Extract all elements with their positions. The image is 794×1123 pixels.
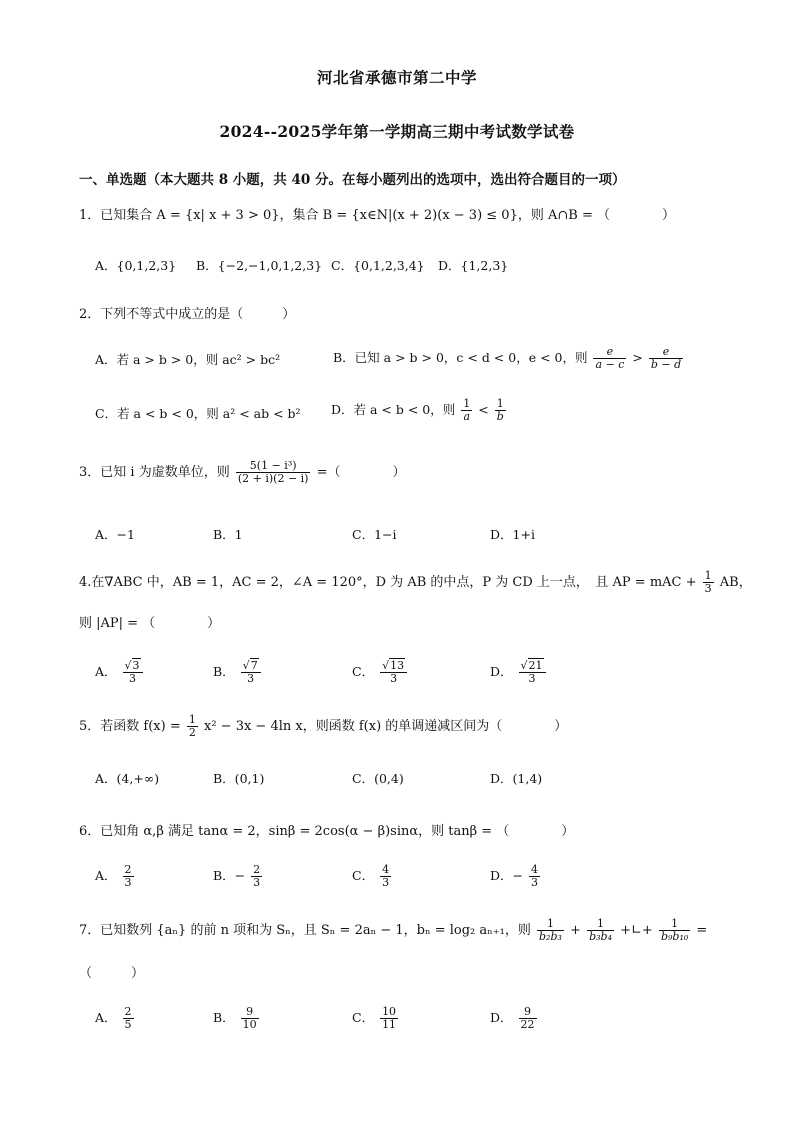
option-label: C．	[352, 868, 375, 883]
fraction-denominator: 5	[124, 1018, 132, 1031]
option-label: D．−	[490, 868, 523, 883]
q3-stem-pre: 3．已知 i 为虚数单位，则	[79, 465, 230, 480]
option-fraction	[529, 864, 540, 889]
fraction-numerator: 1	[587, 918, 614, 931]
q1-option-b: B．{−2,−1,0,1,2,3}	[196, 258, 323, 273]
fraction-numerator: 5(1 − i³)	[236, 460, 311, 473]
option-label: A．	[95, 664, 117, 679]
section-heading: 一、单选题（本大题共 8 小题，共 40 分。在每小题列出的选项中，选出符合题目的一项）	[79, 172, 626, 188]
q5-option-c: C．(0,4)	[352, 771, 404, 786]
question-7-stem	[79, 918, 707, 943]
q4-stem-text: 4.在∇ABC 中，AB = 1，AC = 2，∠A = 120°，D 为 AB 的中点，P 为 CD 上一点， 且 AP = mAC +	[79, 575, 697, 590]
fraction-denominator: 2	[188, 726, 196, 739]
q6-option-a	[95, 864, 136, 889]
option-fraction	[123, 660, 143, 685]
q2-option-d-fraction-2	[495, 398, 506, 423]
fraction-denominator: 11	[382, 1018, 397, 1031]
q7-option-d	[490, 1006, 539, 1031]
q7-equals: =	[696, 923, 708, 938]
q3-option-d: D．1+i	[490, 527, 535, 542]
q5-coefficient	[187, 714, 198, 739]
fraction-denominator: (2 + i)(2 − i)	[237, 472, 309, 485]
q5-option-d: D．(1,4)	[490, 771, 543, 786]
option-fraction	[519, 660, 546, 685]
fraction-denominator: 3	[390, 672, 398, 685]
fraction-denominator: a	[463, 410, 471, 423]
q7-term-3	[659, 918, 690, 943]
fraction-numerator: 2	[124, 1005, 132, 1018]
fraction-numerator: 9	[241, 1006, 259, 1019]
option-fraction	[380, 1006, 398, 1031]
option-label: D．	[490, 1010, 513, 1025]
fraction-numerator: 1	[188, 713, 196, 726]
q7-stem-pre: 7．已知数列 {aₙ} 的前 n 项和为 Sₙ，且 Sₙ = 2aₙ − 1，bₙ = log₂ aₙ₊₁，则	[79, 923, 531, 938]
q3-fraction	[236, 460, 311, 485]
option-fraction	[251, 864, 262, 889]
fraction-denominator: 3	[124, 876, 132, 889]
radicand: 3	[132, 659, 140, 672]
option-fraction	[519, 1006, 537, 1031]
fraction-numerator: 1	[537, 918, 564, 931]
fraction-numerator: e	[649, 346, 683, 359]
school-title: 河北省承德市第二中学	[316, 68, 477, 87]
fraction-denominator: 3	[704, 582, 712, 595]
q5-option-a: A．(4,+∞)	[95, 771, 160, 786]
fraction-numerator: 2	[124, 863, 132, 876]
option-label: B．	[213, 664, 235, 679]
q3-option-b: B．1	[213, 527, 243, 542]
q7-term-1	[537, 918, 564, 943]
fraction-numerator: 1	[659, 918, 690, 931]
q3-stem-post: =（ ）	[316, 465, 406, 480]
question-3-stem	[79, 460, 406, 485]
option-fraction	[123, 1006, 134, 1031]
option-label: A．	[95, 868, 117, 883]
fraction-numerator: √7	[241, 660, 261, 673]
q7-option-a	[95, 1006, 136, 1031]
q4-stem-end: AB，	[719, 575, 752, 590]
option-fraction	[123, 864, 134, 889]
fraction-numerator: 1	[463, 397, 471, 410]
option-label: B．	[213, 1010, 235, 1025]
fraction-denominator: b	[496, 410, 504, 423]
q5-stem-pre: 5．若函数 f(x) =	[79, 719, 181, 734]
q5-stem-post: x² − 3x − 4ln x，则函数 f(x) 的单调递减区间为（ ）	[204, 719, 568, 734]
option-fraction	[241, 660, 261, 685]
fraction-denominator: 3	[382, 876, 390, 889]
q1-option-c: C．{0,1,2,3,4}	[331, 258, 425, 273]
fraction-denominator: 3	[530, 876, 538, 889]
q2-option-b-fraction-1	[593, 346, 626, 371]
fraction-numerator: 4	[530, 863, 538, 876]
fraction-denominator: 3	[129, 672, 137, 685]
question-1-stem: 1．已知集合 A = {x| x + 3 > 0}，集合 B = {x∈N|(x + 2)(x − 3) ≤ 0}，则 A∩B = （ ）	[79, 208, 675, 223]
q4-option-c	[352, 660, 409, 685]
q1-option-a: A．{0,1,2,3}	[95, 258, 177, 273]
fraction-numerator: √13	[380, 660, 407, 673]
radicand: 13	[390, 659, 405, 672]
fraction-denominator: 3	[528, 672, 536, 685]
q7-plus: +	[570, 923, 581, 938]
q5-option-b: B．(0,1)	[213, 771, 265, 786]
fraction-denominator: 10	[242, 1018, 257, 1031]
question-5-stem	[79, 714, 567, 739]
question-4-stem-line-2: 则 |AP| = （ ）	[79, 616, 221, 631]
q6-option-c	[352, 864, 393, 889]
q3-option-c: C．1−i	[352, 527, 397, 542]
option-label: C．	[352, 1010, 375, 1025]
fraction-denominator: b₉b₁₀	[660, 930, 689, 943]
q7-term-2	[587, 918, 614, 943]
q2-option-b-symbol: >	[632, 350, 643, 365]
q2-option-a: A．若 a > b > 0，则 ac² > bc²	[95, 352, 281, 367]
q4-coefficient	[703, 570, 714, 595]
fraction-numerator: 1	[495, 398, 506, 411]
question-2-stem: 2．下列不等式中成立的是（ ）	[79, 307, 296, 322]
fraction-numerator: 4	[382, 863, 390, 876]
option-label: C．	[352, 664, 375, 679]
question-6-stem: 6．已知角 α,β 满足 tanα = 2，sinβ = 2cos(α − β)sinα，则 tanβ = （ ）	[79, 824, 575, 839]
option-fraction	[380, 660, 407, 685]
fraction-numerator: e	[593, 346, 626, 359]
fraction-numerator: 1	[704, 569, 712, 582]
fraction-numerator: 9	[519, 1006, 537, 1019]
q2-option-b-fraction-2	[649, 346, 683, 371]
option-label: A．	[95, 1010, 117, 1025]
fraction-denominator: 3	[247, 672, 255, 685]
fraction-numerator: 10	[382, 1005, 397, 1018]
q1-option-d: D．{1,2,3}	[438, 258, 509, 273]
q2-option-d	[331, 398, 508, 423]
q2-option-d-symbol: <	[478, 402, 489, 417]
fraction-denominator: a − c	[595, 358, 625, 371]
fraction-denominator: 3	[253, 876, 261, 889]
fraction-denominator: b₂b₃	[539, 930, 562, 943]
fraction-numerator: √3	[123, 660, 143, 673]
q2-option-d-fraction-1	[461, 398, 472, 423]
q2-option-b-text: B．已知 a > b > 0，c < d < 0，e < 0，则	[333, 350, 588, 365]
question-4-stem	[79, 570, 752, 595]
fraction-numerator: √21	[519, 660, 546, 673]
q7-ellipsis: +∟+	[620, 923, 653, 938]
exam-title: 2024--2025学年第一学期高三期中考试数学试卷	[219, 122, 575, 141]
fraction-denominator: b₃b₄	[589, 930, 612, 943]
q6-option-d	[490, 864, 542, 889]
q7-option-c	[352, 1006, 400, 1031]
q3-option-a: A．−1	[95, 527, 135, 542]
q2-option-b	[333, 346, 685, 371]
fraction-denominator: 22	[520, 1018, 535, 1031]
q7-answer-paren: （ ）	[79, 966, 145, 981]
q4-option-b	[213, 660, 263, 685]
q2-option-c: C．若 a < b < 0，则 a² < ab < b²	[95, 406, 301, 421]
fraction-denominator: b − d	[650, 358, 682, 371]
option-label: D．	[490, 664, 513, 679]
radicand: 21	[528, 659, 543, 672]
radicand: 7	[250, 659, 258, 672]
fraction-numerator: 2	[253, 863, 261, 876]
q4-option-a	[95, 660, 145, 685]
option-fraction	[241, 1006, 259, 1031]
option-label: B．−	[213, 868, 246, 883]
q2-option-d-text: D．若 a < b < 0，则	[331, 402, 456, 417]
option-fraction	[380, 864, 391, 889]
q7-option-b	[213, 1006, 261, 1031]
q6-option-b	[213, 864, 264, 889]
q4-option-d	[490, 660, 548, 685]
